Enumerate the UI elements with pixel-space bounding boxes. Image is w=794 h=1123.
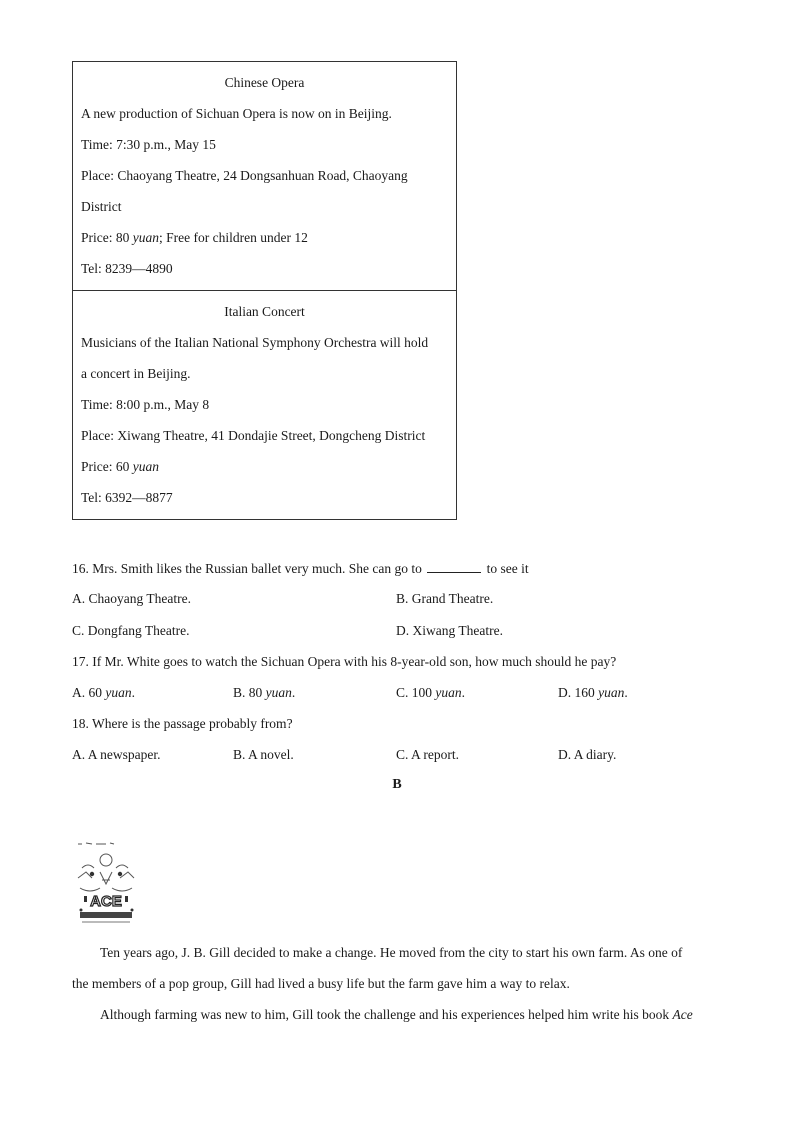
- q16-option-d: D. Xiwang Theatre.: [396, 623, 503, 638]
- logo-text: ACE: [90, 893, 122, 910]
- concert-time: Time: 8:00 p.m., May 8: [81, 397, 210, 412]
- concert-tel: Tel: 6392—8877: [81, 490, 173, 505]
- opera-time: Time: 7:30 p.m., May 15: [81, 137, 216, 152]
- q17-option-b: B. 80 yuan.: [233, 685, 296, 700]
- concert-place: Place: Xiwang Theatre, 41 Dondajie Street, Dongcheng District: [81, 428, 426, 443]
- q18-option-d: D. A diary.: [558, 747, 617, 762]
- chinese-opera-notice: [72, 61, 457, 291]
- opera-tel: Tel: 8239—4890: [81, 261, 173, 276]
- concert-title: Italian Concert: [224, 304, 305, 319]
- opera-title: Chinese Opera: [224, 75, 305, 90]
- opera-description: A new production of Sichuan Opera is now on in Beijing.: [81, 106, 392, 121]
- opera-place-line2: District: [81, 199, 122, 214]
- question-17: 17. If Mr. White goes to watch the Sichuan Opera with his 8-year-old son, how much should he pay?: [72, 654, 617, 669]
- q16-option-b: B. Grand Theatre.: [396, 591, 494, 606]
- answer-blank: [427, 560, 481, 573]
- q17-option-a: A. 60 yuan.: [72, 685, 135, 700]
- q16-option-c: C. Dongfang Theatre.: [72, 623, 190, 638]
- question-18: 18. Where is the passage probably from?: [72, 716, 293, 731]
- concert-price: Price: 60 yuan: [81, 459, 159, 474]
- question-16: 16. Mrs. Smith likes the Russian ballet very much. She can go to to see it: [72, 561, 529, 576]
- q17-option-c: C. 100 yuan.: [396, 685, 466, 700]
- section-b-heading: B: [392, 777, 402, 792]
- opera-place-line1: Place: Chaoyang Theatre, 24 Dongsanhuan Road, Chaoyang: [81, 168, 408, 183]
- passage-b-p2-line1: Although farming was new to him, Gill took the challenge and his experiences helped him write his book Ace: [100, 1007, 693, 1022]
- passage-b-p1-line1: Ten years ago, J. B. Gill decided to make a change. He moved from the city to start his own farm. As one of: [100, 945, 683, 960]
- italian-concert-notice: [72, 290, 457, 520]
- q18-option-b: B. A novel.: [233, 747, 294, 762]
- q17-option-d: D. 160 yuan.: [558, 685, 628, 700]
- ace-book-cover-image: [72, 838, 140, 926]
- q18-option-a: A. A newspaper.: [72, 747, 161, 762]
- concert-description-line1: Musicians of the Italian National Symphony Orchestra will hold: [81, 335, 429, 350]
- q16-option-a: A. Chaoyang Theatre.: [72, 591, 191, 606]
- q18-option-c: C. A report.: [396, 747, 459, 762]
- concert-description-line2: a concert in Beijing.: [81, 366, 191, 381]
- opera-price: Price: 80 yuan; Free for children under 12: [81, 230, 308, 245]
- passage-b-p1-line2: the members of a pop group, Gill had lived a busy life but the farm gave him a way to relax.: [72, 976, 570, 991]
